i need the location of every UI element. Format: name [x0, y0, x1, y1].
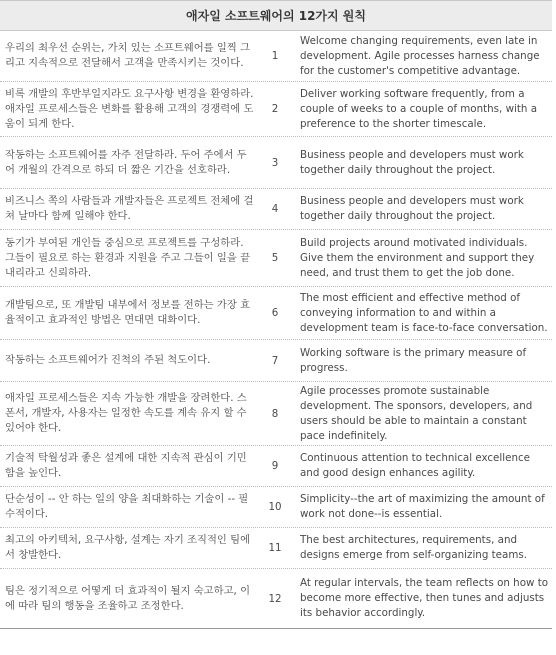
principle-korean-text: 비록 개발의 후반부일지라도 요구사항 변경을 환영하라. 애자일 프로세스들은 변화를 활용해 고객의 경쟁력에 도움이 되게 한다.	[5, 87, 254, 130]
principle-english-text: At regular intervals, the team reflects on how to become more effective, then tunes and adjusts its behavior accordingly.	[300, 577, 549, 619]
principle-english-text: Deliver working software frequently, from a couple of weeks to a couple of months, with a preference to the shorter timescale.	[300, 87, 538, 130]
principle-korean-text: 기술적 탁월성과 좋은 설계에 대한 지속적 관심이 기민함을 높인다.	[5, 452, 247, 479]
principle-number: 4	[271, 203, 279, 215]
principle-row-4	[0, 189, 552, 230]
principle-row-9	[0, 446, 552, 487]
principle-row-6	[0, 287, 552, 340]
principle-english-text: Continuous attention to technical excellence and good design enhances agility.	[300, 452, 530, 479]
principle-english-text: The most efficient and effective method of conveying information to and within a development team is face-to-face conversation.	[300, 291, 548, 334]
principle-number: 2	[271, 103, 279, 115]
principle-english-text: Business people and developers must work together daily throughout the project.	[300, 195, 524, 222]
principles-table	[0, 31, 552, 629]
principle-row-8	[0, 382, 552, 446]
principle-number: 10	[268, 501, 282, 513]
principle-row-2	[0, 82, 552, 137]
principle-korean-text: 작동하는 소프트웨어가 진척의 주된 척도이다.	[5, 354, 211, 366]
principle-number: 12	[268, 592, 282, 605]
principle-number: 7	[271, 354, 279, 367]
principle-row-12	[0, 569, 552, 629]
principle-english-text: The best architectures, requirements, and designs emerge from self-organizing teams.	[300, 534, 527, 561]
principle-korean-text: 개발팀으로, 또 개발팀 내부에서 정보를 전하는 가장 효율적이고 효과적인 방법은 면대면 대화이다.	[5, 299, 251, 326]
principle-korean-text: 최고의 아키텍처, 요구사항, 설계는 자기 조직적인 팀에서 창발한다.	[5, 534, 251, 561]
principle-number: 6	[271, 307, 279, 319]
principle-row-11	[0, 528, 552, 569]
principle-row-1	[0, 31, 552, 82]
principle-english-text: Working software is the primary measure of progress.	[300, 346, 527, 374]
principle-row-5	[0, 230, 552, 287]
principle-english-text: Business people and developers must work together daily throughout the project.	[300, 148, 524, 176]
principle-korean-text: 단순성이 -- 안 하는 일의 양을 최대화하는 기술이 -- 필수적이다.	[5, 493, 249, 520]
principle-number: 5	[271, 252, 279, 264]
principle-number: 3	[271, 156, 279, 169]
principle-row-7	[0, 340, 552, 382]
principle-english-text: Simplicity--the art of maximizing the amount of work not done--is essential.	[300, 493, 545, 520]
principle-row-10	[0, 487, 552, 528]
principle-korean-text: 작동하는 소프트웨어를 자주 전달하라. 두어 주에서 두어 개월의 간격으로 하되 더 짧은 기간을 선호하라.	[5, 148, 247, 176]
principle-number: 11	[268, 542, 282, 554]
principle-english-text: Build projects around motivated individuals. Give them the environment and support they need, and trust them to get the job done.	[300, 236, 535, 279]
principle-row-3	[0, 137, 552, 189]
principle-english-text: Agile processes promote sustainable development. The sponsors, developers, and users should be able to maintain a constant pace indefinitely.	[300, 384, 533, 442]
principle-number: 9	[271, 460, 279, 472]
principle-number: 8	[271, 407, 279, 420]
principle-korean-text: 우리의 최우선 순위는, 가치 있는 소프트웨어를 일찍 그리고 지속적으로 전달해서 고객을 만족시키는 것이다.	[5, 42, 251, 69]
principle-english-text: Welcome changing requirements, even late in development. Agile processes harness change for the customer's competitive advantage.	[300, 34, 540, 77]
table-title: 애자일 소프트웨어의 12가지 원칙	[0, 0, 552, 31]
principle-number: 1	[271, 50, 279, 62]
principle-korean-text: 팀은 정기적으로 어떻게 더 효과적이 될지 숙고하고, 이에 따라 팀의 행동을 조율하고 조정한다.	[5, 584, 251, 612]
principle-korean-text: 애자일 프로세스들은 지속 가능한 개발을 장려한다. 스폰서, 개발자, 사용자는 일정한 속도를 계속 유지 할 수 있어야 한다.	[5, 392, 247, 434]
principle-korean-text: 동기가 부여된 개인들 중심으로 프로젝트를 구성하라. 그들이 필요로 하는 환경과 지원을 주고 그들이 일을 끝내리라고 신뢰하라.	[5, 236, 251, 279]
principle-korean-text: 비즈니스 쪽의 사람들과 개발자들은 프로젝트 전체에 걸쳐 날마다 함께 일해야 한다.	[5, 195, 254, 222]
